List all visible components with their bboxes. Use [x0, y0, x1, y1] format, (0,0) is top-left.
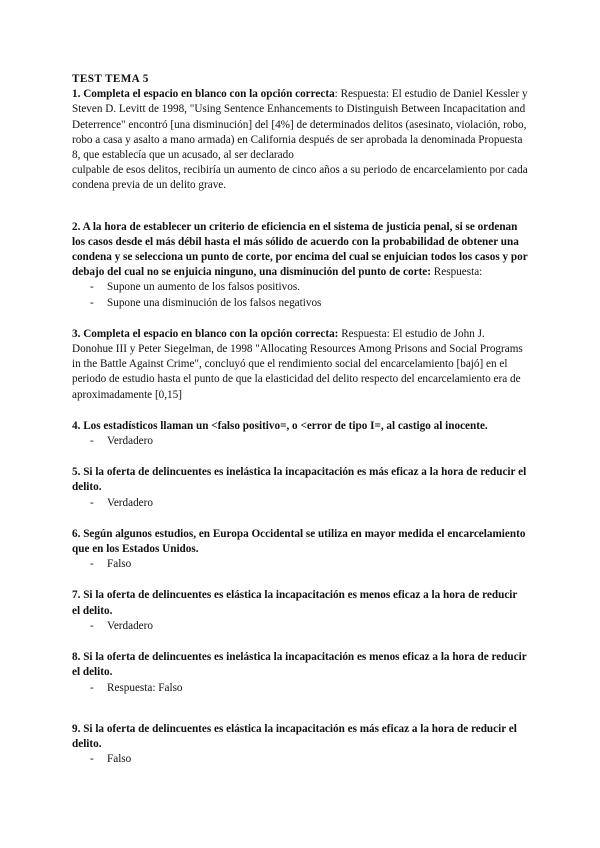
answer-item — [72, 619, 528, 634]
question-1-body — [72, 87, 528, 163]
answer-text: Falso — [107, 753, 132, 766]
answer-text: Supone un aumento de los falsos positivos. — [107, 281, 300, 294]
question-4-prompt: 4. Los estadísticos llaman un <falso positivo=, o <error de tipo I=, al castigo al inocente. — [72, 419, 488, 432]
answer-item — [72, 752, 528, 767]
question-3-body — [72, 327, 528, 403]
question-9-prompt: 9. Si la oferta de delincuentes es elástica la incapacitación es más eficaz a la hora de reducir el delito. — [72, 722, 517, 750]
question-6-prompt: 6. Según algunos estudios, en Europa Occidental se utiliza en mayor medida el encarcelamiento que en los Estados Unidos. — [72, 527, 526, 556]
question-1 — [72, 87, 528, 193]
question-7-body — [72, 588, 528, 618]
answer-item — [72, 681, 528, 696]
bullet-dash: - — [90, 296, 94, 309]
answer-item — [72, 296, 528, 311]
bullet-dash: - — [90, 619, 94, 632]
question-7-prompt: 7. Si la oferta de delincuentes es elástica la incapacitación es menos eficaz a la hora de reducir el delito. — [72, 589, 518, 617]
question-6-answers — [72, 557, 528, 572]
bullet-dash: - — [90, 753, 94, 766]
question-1-text: : Respuesta: El estudio de Daniel Kessler y Steven D. Levitt de 1998, "Using Sentence Enhancements to Distinguish Between Incapacitation and Deterrence" encontró [una disminución] del [4%] de determinados delitos (asesinato, violación, robo, robo a casa y asalto a mano armada) en California después de ser aprobada la denominada Propuesta 8, que establecía que un acusado, al ser declarado — [72, 88, 528, 162]
answer-text: Respuesta: Falso — [107, 681, 183, 694]
question-6 — [72, 527, 528, 573]
answer-text: Verdadero — [107, 496, 153, 509]
bullet-dash: - — [90, 496, 94, 509]
question-6-body — [72, 527, 528, 557]
question-4 — [72, 419, 528, 449]
question-9-body — [72, 722, 528, 752]
question-5-prompt: 5. Si la oferta de delincuentes es inelástica la incapacitación es más eficaz a la hora de reducir el delito. — [72, 466, 527, 494]
answer-item — [72, 496, 528, 511]
question-8 — [72, 650, 528, 696]
question-4-body — [72, 419, 528, 434]
question-4-answers — [72, 434, 528, 449]
question-8-prompt: 8. Si la oferta de delincuentes es inelástica la incapacitación es menos eficaz a la hora de reducir el delito. — [72, 651, 527, 679]
question-1-prompt: 1. Completa el espacio en blanco con la opción correcta — [72, 88, 335, 101]
question-3-text: Respuesta: El estudio de John J. Donohue III y Peter Siegelman, de 1998 "Allocating Resources Among Prisons and Social Programs in the Battle Against Crime", concluyó que el rendimiento social del encarcelamiento [bajó] en el periodo de estudio hasta el punto de que la elasticidad del delito respecto del encarcelamiento era de aproximadamente [0,15] — [72, 327, 523, 401]
bullet-dash: - — [90, 281, 94, 294]
bullet-dash: - — [90, 558, 94, 571]
question-5-body — [72, 465, 528, 495]
question-9-answers — [72, 752, 528, 767]
answer-item — [72, 280, 528, 295]
question-8-answers — [72, 681, 528, 696]
answer-text: Verdadero — [107, 435, 153, 448]
question-2-answers — [72, 280, 528, 310]
bullet-dash: - — [90, 435, 94, 448]
question-2-body — [72, 220, 528, 281]
question-3-prompt: 3. Completa el espacio en blanco con la opción correcta: — [72, 327, 339, 340]
question-9 — [72, 722, 528, 768]
document-title: TEST TEMA 5 — [72, 73, 149, 85]
bullet-dash: - — [90, 681, 94, 694]
answer-text: Falso — [107, 558, 132, 571]
question-5-answers — [72, 496, 528, 511]
question-5 — [72, 465, 528, 511]
question-2 — [72, 220, 528, 311]
question-2-prompt: 2. A la hora de establecer un criterio de eficiencia en el sistema de justicia penal, si se ordenan los casos desde el más débil hasta el más sólido de acuerdo con la probabilidad de obtener una condena y se selecciona un punto de corte, por encima del cual se enjuician todos los casos y por debajo del cual no se enjuicia ninguno, una disminución del punto de corte: — [72, 220, 528, 279]
question-3 — [72, 327, 528, 403]
answer-item — [72, 557, 528, 572]
answer-text: Verdadero — [107, 619, 153, 632]
answer-item — [72, 434, 528, 449]
question-7 — [72, 588, 528, 634]
answer-text: Supone una disminución de los falsos negativos — [107, 296, 322, 309]
question-1-text-continued: culpable de esos delitos, recibiría un aumento de cinco años a su periodo de encarcelamiento por cada condena previa de un delito grave. — [72, 164, 528, 192]
question-8-body — [72, 650, 528, 680]
question-7-answers — [72, 619, 528, 634]
question-2-text: Respuesta: — [431, 266, 483, 279]
